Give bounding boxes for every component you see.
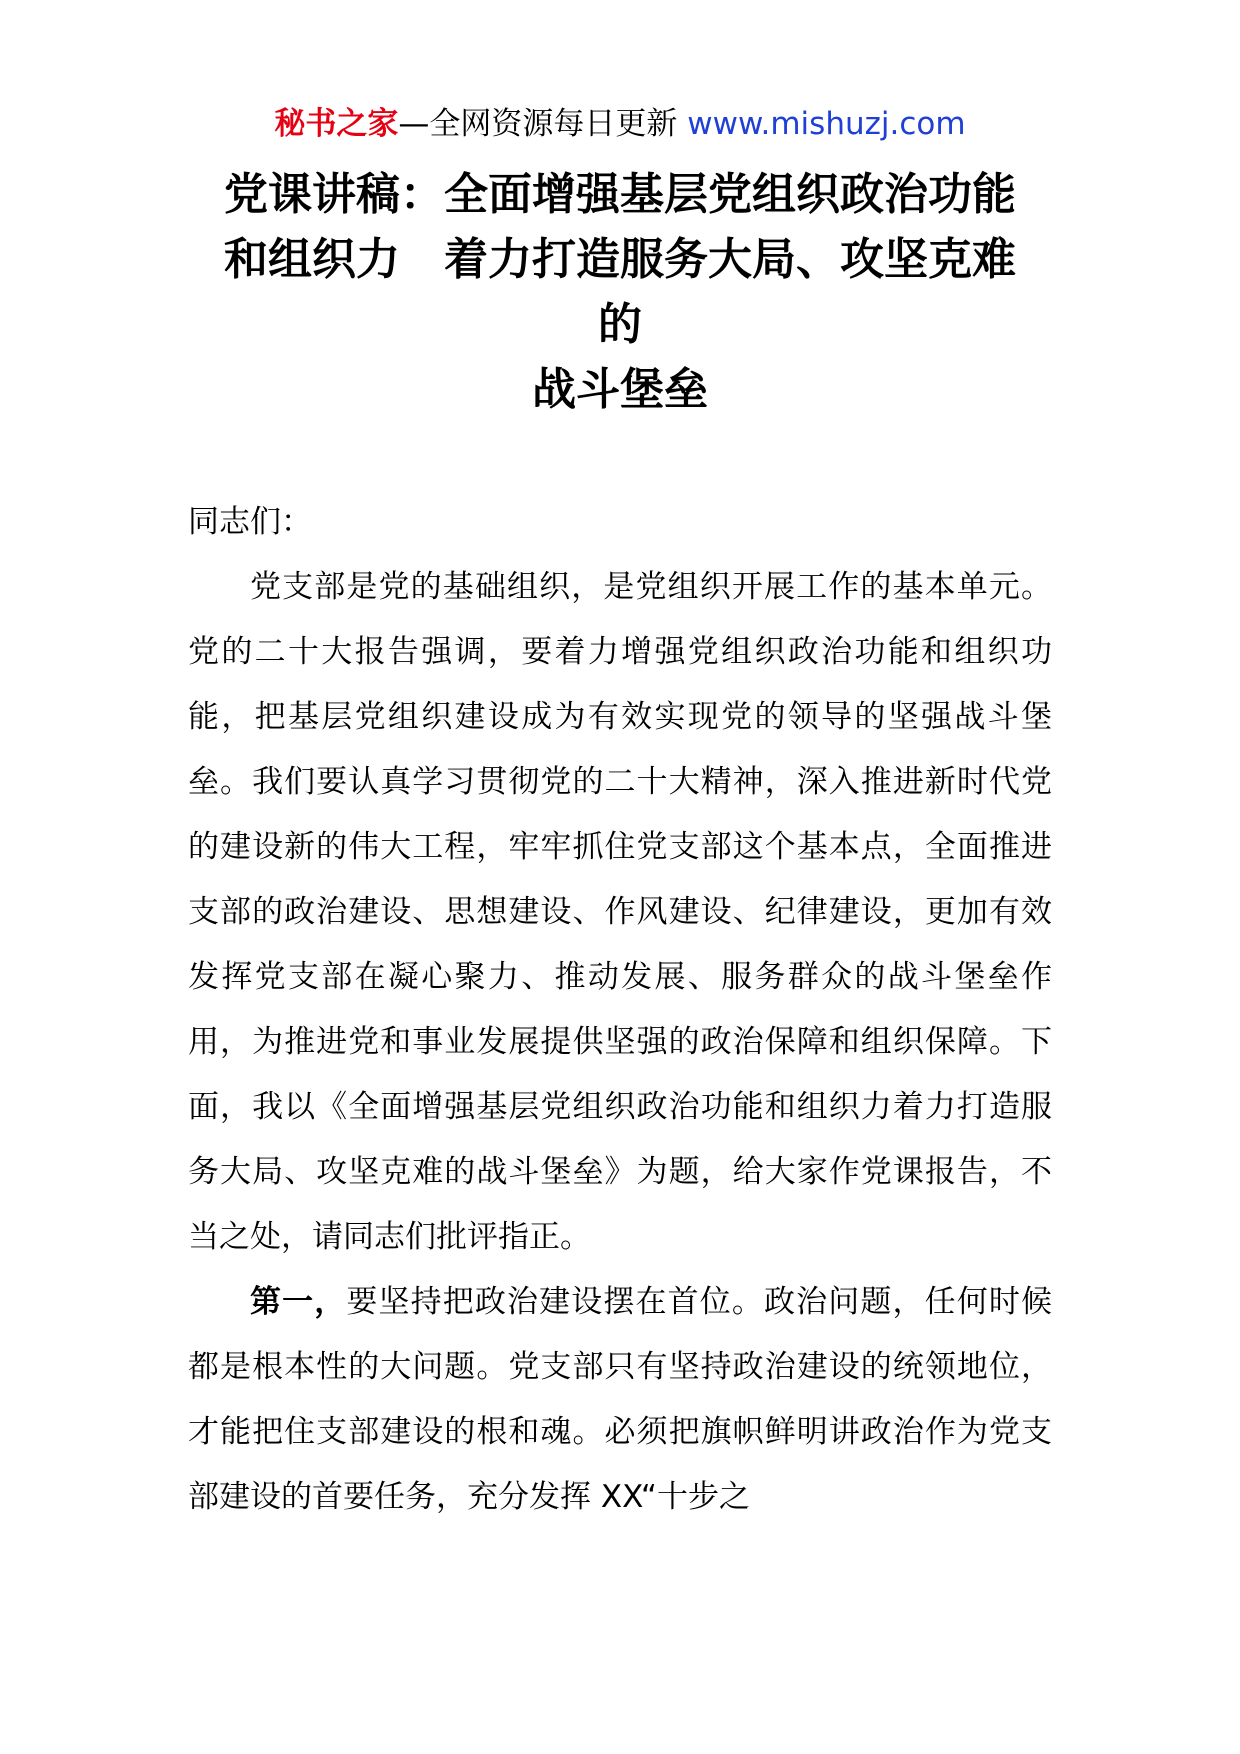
document-body xyxy=(188,490,1052,1530)
title-line-4: 战斗堡垒 xyxy=(532,364,708,415)
title-line-1: 党课讲稿：全面增强基层党组织政治功能 xyxy=(224,169,1016,220)
document-title xyxy=(190,162,1050,422)
site-url-link[interactable]: www.mishuzj.com xyxy=(687,106,966,142)
site-brand: 秘书之家 xyxy=(274,106,399,142)
title-line-3: 的 xyxy=(598,299,642,350)
paragraph-first-point xyxy=(188,1270,1052,1530)
site-tagline: —全网资源每日更新 xyxy=(398,106,678,142)
paragraph-first-point-text: 要坚持把政治建设摆在首位。政治问题，任何时候都是根本性的大问题。党支部只有坚持政治建设的统领地位，才能把住支部建设的根和魂。必须把旗帜鲜明讲政治作为党支部建设的首要任务，充分发挥 XX“十步之 xyxy=(188,1284,1052,1515)
title-line-2: 和组织力 着力打造服务大局、攻坚克难 xyxy=(224,234,1016,285)
paragraph-intro: 党支部是党的基础组织，是党组织开展工作的基本单元。党的二十大报告强调，要着力增强党组织政治功能和组织功能，把基层党组织建设成为有效实现党的领导的坚强战斗堡垒。我们要认真学习贯彻党的二十大精神，深入推进新时代党的建设新的伟大工程，牢牢抓住党支部这个基本点，全面推进支部的政治建设、思想建设、作风建设、纪律建设，更加有效发挥党支部在凝心聚力、推动发展、服务群众的战斗堡垒作用，为推进党和事业发展提供坚强的政治保障和组织保障。下面，我以《全面增强基层党组织政治功能和组织力着力打造服务大局、攻坚克难的战斗堡垒》为题，给大家作党课报告，不当之处，请同志们批评指正。 xyxy=(188,569,1052,1255)
paragraph-first-point-lead: 第一， xyxy=(250,1284,347,1320)
site-header xyxy=(0,104,1240,144)
salutation: 同志们： xyxy=(188,504,312,540)
